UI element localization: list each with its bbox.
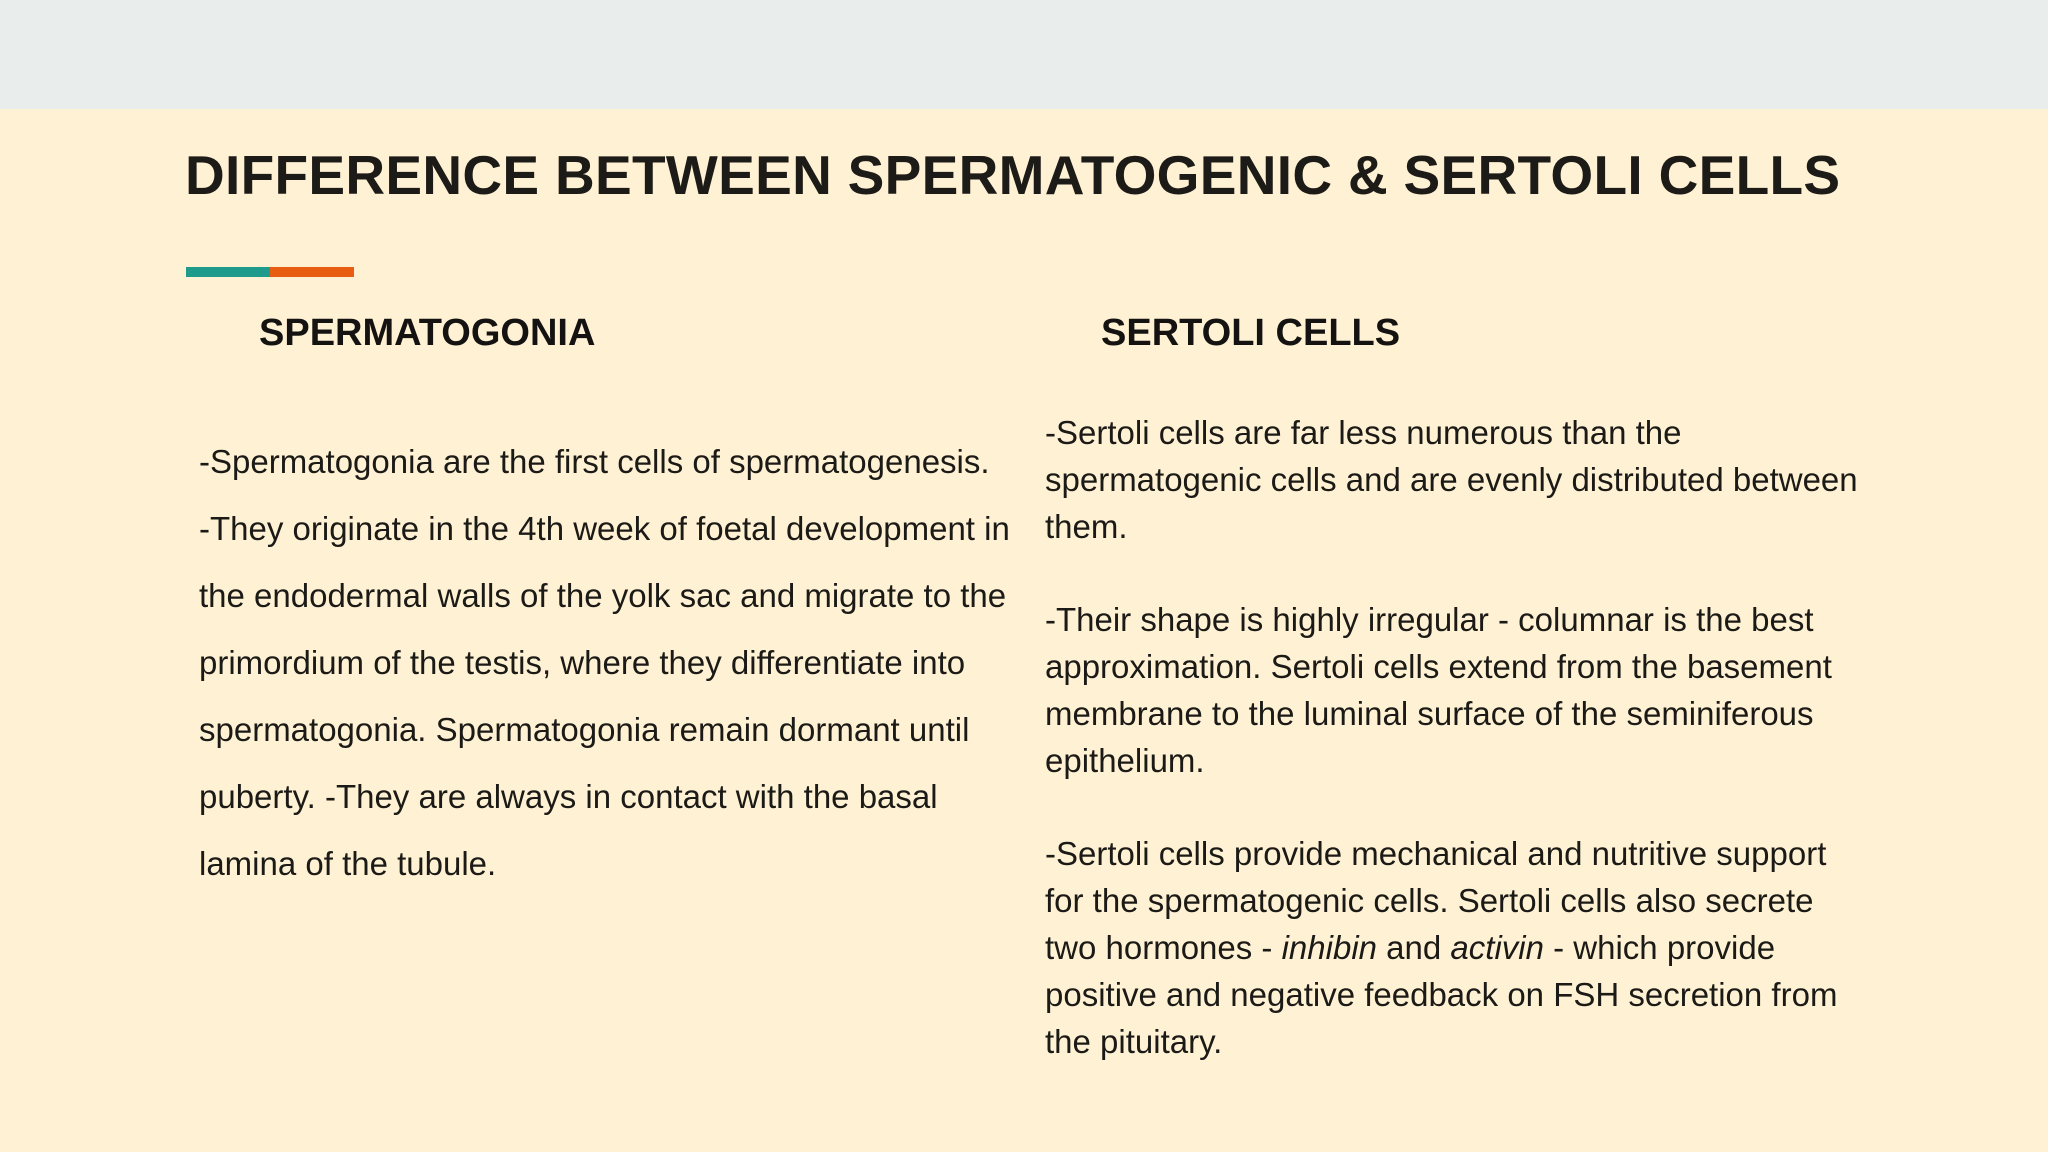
sertoli-paragraph-2: -Their shape is highly irregular - columnar is the best approximation. Sertoli cells extend from the basement membrane to the luminal surface of the seminiferous epithelium. xyxy=(1045,601,1832,779)
title-accent-bar xyxy=(186,267,354,277)
slide-title: DIFFERENCE BETWEEN SPERMATOGENIC & SERTOLI CELLS xyxy=(185,144,1841,206)
sertoli-paragraph-3 xyxy=(1045,830,1865,1065)
spermatogonia-text xyxy=(199,428,1019,897)
spermatogonia-paragraph-2: -They originate in the 4th week of foetal development in the endodermal walls of the yolk sac and migrate to the primordium of the testis, where they differentiate into spermatogonia. Spermatogonia remain dormant until puberty. -They are always in contact with the basal lamina of the tubule. xyxy=(199,510,1010,882)
top-band xyxy=(0,0,2048,109)
sertoli-paragraph-1: -Sertoli cells are far less numerous than the spermatogenic cells and are evenly distributed between them. xyxy=(1045,414,1858,545)
sertoli-paragraph-3-part-1: -Sertoli cells provide mechanical and nutritive support for the spermatogenic cells. Sertoli cells also secrete two hormones - xyxy=(1045,835,1827,966)
inhibin-term: inhibin xyxy=(1281,929,1378,966)
accent-segment-orange xyxy=(270,267,354,277)
sertoli-text xyxy=(1045,409,1865,1111)
sertoli-paragraph-3-part-2: - which provide positive and negative feedback on FSH secretion from the pituitary. xyxy=(1045,929,1838,1060)
spermatogonia-heading: SPERMATOGONIA xyxy=(259,312,596,354)
spermatogonia-paragraph-1: -Spermatogonia are the first cells of spermatogenesis. xyxy=(199,443,990,480)
accent-segment-teal xyxy=(186,267,270,277)
activin-term: activin xyxy=(1450,929,1544,966)
sertoli-paragraph-3-connector: and xyxy=(1377,929,1451,966)
sertoli-cells-heading: SERTOLI CELLS xyxy=(1101,312,1401,354)
